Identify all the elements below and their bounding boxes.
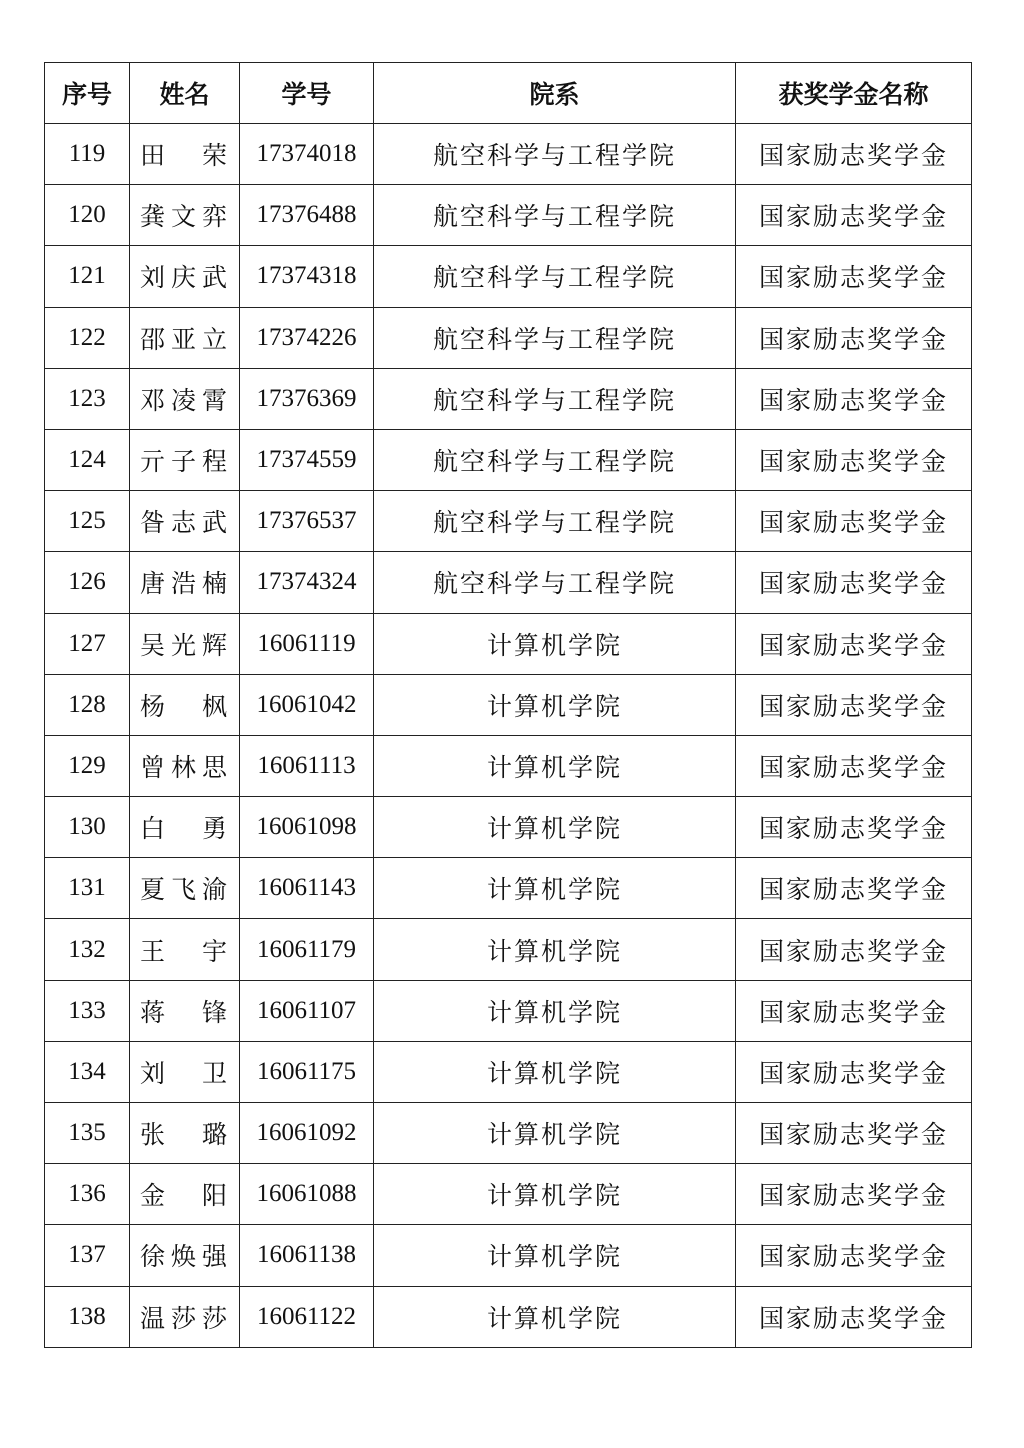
cell-award: 国家励志奖学金: [736, 491, 972, 552]
cell-award: 国家励志奖学金: [736, 429, 972, 490]
cell-department: 计算机学院: [374, 1164, 736, 1225]
header-department: 院系: [374, 63, 736, 124]
cell-seq: 138: [45, 1286, 130, 1347]
cell-department: 计算机学院: [374, 1041, 736, 1102]
cell-department: 计算机学院: [374, 980, 736, 1041]
table-row: [45, 735, 972, 796]
cell-department: 航空科学与工程学院: [374, 552, 736, 613]
cell-seq: 124: [45, 429, 130, 490]
cell-seq: 126: [45, 552, 130, 613]
table-row: [45, 1041, 972, 1102]
table-row: [45, 613, 972, 674]
cell-name: 白 勇: [130, 797, 240, 858]
cell-department: 计算机学院: [374, 919, 736, 980]
cell-seq: 131: [45, 858, 130, 919]
cell-award: 国家励志奖学金: [736, 613, 972, 674]
scholarship-table: [44, 62, 972, 1348]
cell-student-id: 17374226: [240, 307, 374, 368]
cell-seq: 120: [45, 185, 130, 246]
cell-name: 蒋 锋: [130, 980, 240, 1041]
cell-student-id: 17376537: [240, 491, 374, 552]
cell-department: 航空科学与工程学院: [374, 491, 736, 552]
cell-seq: 125: [45, 491, 130, 552]
cell-award: 国家励志奖学金: [736, 919, 972, 980]
cell-award: 国家励志奖学金: [736, 674, 972, 735]
cell-seq: 128: [45, 674, 130, 735]
table-row: [45, 797, 972, 858]
cell-student-id: 16061113: [240, 735, 374, 796]
header-seq: 序号: [45, 63, 130, 124]
table-row: [45, 674, 972, 735]
cell-name: 唐浩楠: [130, 552, 240, 613]
cell-award: 国家励志奖学金: [736, 1164, 972, 1225]
table-row: [45, 429, 972, 490]
cell-student-id: 17374324: [240, 552, 374, 613]
table-row: [45, 307, 972, 368]
cell-award: 国家励志奖学金: [736, 980, 972, 1041]
cell-award: 国家励志奖学金: [736, 124, 972, 185]
cell-name: 王 宇: [130, 919, 240, 980]
cell-student-id: 17376488: [240, 185, 374, 246]
table-row: [45, 246, 972, 307]
cell-student-id: 16061107: [240, 980, 374, 1041]
cell-department: 计算机学院: [374, 613, 736, 674]
table-row: [45, 552, 972, 613]
table-row: [45, 368, 972, 429]
cell-student-id: 16061088: [240, 1164, 374, 1225]
cell-student-id: 16061119: [240, 613, 374, 674]
cell-student-id: 17374318: [240, 246, 374, 307]
cell-name: 杨 枫: [130, 674, 240, 735]
header-row: [45, 63, 972, 124]
cell-name: 徐焕强: [130, 1225, 240, 1286]
table-body: [45, 124, 972, 1348]
cell-award: 国家励志奖学金: [736, 1103, 972, 1164]
table-row: [45, 124, 972, 185]
cell-student-id: 17376369: [240, 368, 374, 429]
cell-department: 计算机学院: [374, 674, 736, 735]
cell-department: 计算机学院: [374, 797, 736, 858]
cell-student-id: 16061042: [240, 674, 374, 735]
header-award: 获奖学金名称: [736, 63, 972, 124]
cell-department: 航空科学与工程学院: [374, 307, 736, 368]
cell-department: 计算机学院: [374, 1103, 736, 1164]
cell-award: 国家励志奖学金: [736, 307, 972, 368]
cell-seq: 132: [45, 919, 130, 980]
cell-department: 计算机学院: [374, 858, 736, 919]
cell-name: 刘 卫: [130, 1041, 240, 1102]
cell-seq: 134: [45, 1041, 130, 1102]
cell-name: 夏飞渝: [130, 858, 240, 919]
cell-name: 亓子程: [130, 429, 240, 490]
cell-award: 国家励志奖学金: [736, 1225, 972, 1286]
table-row: [45, 919, 972, 980]
cell-seq: 136: [45, 1164, 130, 1225]
cell-student-id: 16061122: [240, 1286, 374, 1347]
cell-name: 张 璐: [130, 1103, 240, 1164]
table-row: [45, 1286, 972, 1347]
cell-name: 龚文弈: [130, 185, 240, 246]
table-row: [45, 1164, 972, 1225]
cell-student-id: 16061143: [240, 858, 374, 919]
cell-student-id: 16061175: [240, 1041, 374, 1102]
cell-award: 国家励志奖学金: [736, 1286, 972, 1347]
cell-department: 航空科学与工程学院: [374, 124, 736, 185]
cell-department: 航空科学与工程学院: [374, 185, 736, 246]
cell-award: 国家励志奖学金: [736, 858, 972, 919]
table-row: [45, 1225, 972, 1286]
table-header: [45, 63, 972, 124]
cell-award: 国家励志奖学金: [736, 735, 972, 796]
cell-student-id: 17374559: [240, 429, 374, 490]
header-name: 姓名: [130, 63, 240, 124]
cell-department: 航空科学与工程学院: [374, 246, 736, 307]
cell-name: 金 阳: [130, 1164, 240, 1225]
cell-name: 曾林思: [130, 735, 240, 796]
cell-award: 国家励志奖学金: [736, 185, 972, 246]
table-row: [45, 491, 972, 552]
cell-name: 邵亚立: [130, 307, 240, 368]
cell-name: 温莎莎: [130, 1286, 240, 1347]
cell-department: 航空科学与工程学院: [374, 368, 736, 429]
cell-student-id: 16061098: [240, 797, 374, 858]
cell-seq: 121: [45, 246, 130, 307]
table-row: [45, 858, 972, 919]
cell-seq: 122: [45, 307, 130, 368]
cell-seq: 123: [45, 368, 130, 429]
table-row: [45, 980, 972, 1041]
cell-award: 国家励志奖学金: [736, 368, 972, 429]
cell-award: 国家励志奖学金: [736, 246, 972, 307]
cell-student-id: 16061138: [240, 1225, 374, 1286]
cell-seq: 127: [45, 613, 130, 674]
cell-award: 国家励志奖学金: [736, 797, 972, 858]
cell-seq: 135: [45, 1103, 130, 1164]
cell-seq: 133: [45, 980, 130, 1041]
table-row: [45, 1103, 972, 1164]
cell-name: 昝志武: [130, 491, 240, 552]
cell-department: 计算机学院: [374, 1225, 736, 1286]
cell-name: 田 荣: [130, 124, 240, 185]
cell-student-id: 16061092: [240, 1103, 374, 1164]
cell-award: 国家励志奖学金: [736, 1041, 972, 1102]
cell-seq: 137: [45, 1225, 130, 1286]
table-row: [45, 185, 972, 246]
cell-department: 航空科学与工程学院: [374, 429, 736, 490]
cell-student-id: 17374018: [240, 124, 374, 185]
cell-name: 邓凌霄: [130, 368, 240, 429]
cell-department: 计算机学院: [374, 735, 736, 796]
cell-name: 刘庆武: [130, 246, 240, 307]
cell-name: 吴光辉: [130, 613, 240, 674]
cell-department: 计算机学院: [374, 1286, 736, 1347]
header-student-id: 学号: [240, 63, 374, 124]
cell-seq: 129: [45, 735, 130, 796]
cell-student-id: 16061179: [240, 919, 374, 980]
cell-seq: 130: [45, 797, 130, 858]
cell-seq: 119: [45, 124, 130, 185]
cell-award: 国家励志奖学金: [736, 552, 972, 613]
